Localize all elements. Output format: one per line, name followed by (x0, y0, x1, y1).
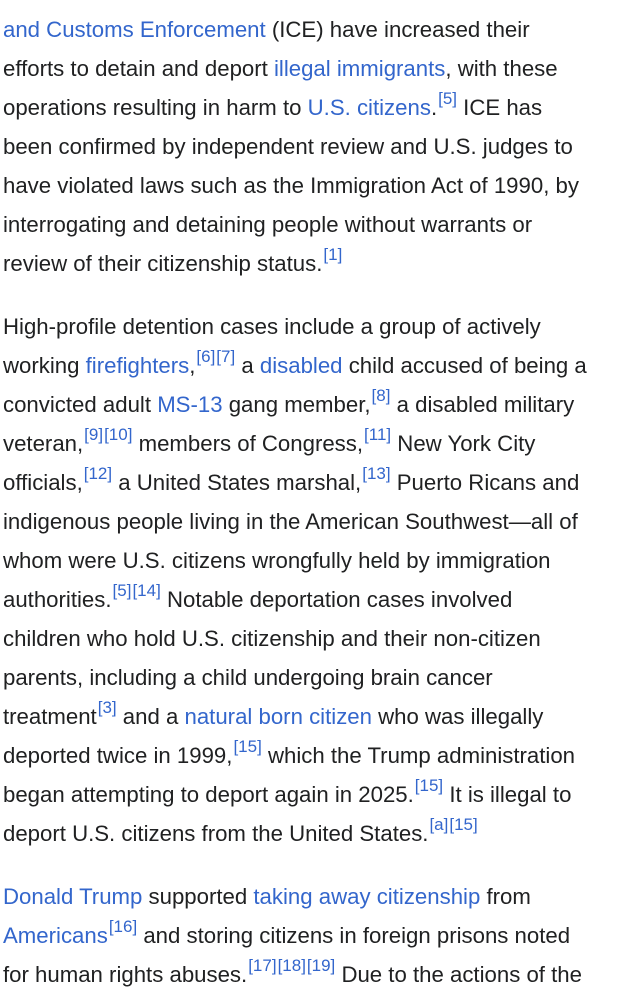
citation-ref-1[interactable]: [1] (323, 245, 343, 265)
citation-ref-8[interactable]: [8] (371, 386, 391, 406)
text-line (3, 244, 342, 283)
text-line (3, 49, 558, 88)
text-segment: treatment (3, 704, 97, 729)
text-segment: operations resulting in harm to (3, 95, 308, 120)
citation-ref-11[interactable]: [11] (364, 425, 392, 445)
text-segment: authorities. (3, 587, 112, 612)
citation-ref-9[interactable]: [9] (84, 425, 104, 445)
text-segment: ICE has (457, 95, 543, 120)
link-illegal-immigrants[interactable]: illegal immigrants (273, 56, 446, 81)
text-line (3, 127, 573, 166)
citation-ref-6[interactable]: [6] (196, 347, 216, 367)
text-segment: (ICE) have increased their (265, 17, 530, 42)
text-line (3, 955, 582, 994)
text-line (3, 775, 571, 814)
text-line (3, 877, 531, 916)
text-segment: efforts to detain and deport (3, 56, 274, 81)
text-line (3, 463, 579, 502)
text-segment: interrogating and detaining people without warrants or (3, 212, 533, 237)
text-segment: , (189, 353, 196, 378)
text-line (3, 736, 575, 775)
citation-ref-16[interactable]: [16] (108, 917, 138, 937)
text-segment: deport U.S. citizens from the United States. (3, 821, 429, 846)
text-line (3, 580, 512, 619)
citation-ref-18[interactable]: [18] (277, 956, 306, 976)
citation-ref-10[interactable]: [10] (104, 425, 133, 445)
text-line (3, 619, 541, 658)
text-segment: a disabled military (390, 392, 575, 417)
text-segment: review of their citizenship status. (3, 251, 323, 276)
text-segment: New York City (391, 431, 536, 456)
text-segment: officials, (3, 470, 83, 495)
text-line (3, 697, 543, 736)
text-segment: began attempting to deport again in 2025. (3, 782, 414, 807)
link-americans[interactable]: Americans (3, 923, 108, 948)
text-segment: who was illegally (371, 704, 544, 729)
text-line (3, 88, 542, 127)
citation-ref-14[interactable]: [14] (132, 581, 161, 601)
text-line (3, 166, 579, 205)
text-segment: from (480, 884, 531, 909)
text-line (3, 502, 578, 541)
citation-ref-15[interactable]: [15] (233, 737, 262, 757)
text-segment: and a (116, 704, 185, 729)
link-and-customs-enforcement[interactable]: and Customs Enforcement (3, 17, 266, 42)
text-line (3, 10, 530, 49)
citation-ref-19[interactable]: [19] (306, 956, 336, 976)
text-line (3, 307, 541, 346)
link-u-s-citizens[interactable]: U.S. citizens (307, 95, 431, 120)
link-ms-13[interactable]: MS-13 (157, 392, 223, 417)
text-line (3, 916, 570, 955)
text-segment: children who hold U.S. citizenship and their non-citizen (3, 626, 541, 651)
text-segment: High-profile detention cases include a group of actively (3, 314, 541, 339)
text-segment: gang member, (222, 392, 371, 417)
text-segment: whom were U.S. citizens wrongfully held by immigration (3, 548, 551, 573)
link-disabled[interactable]: disabled (259, 353, 343, 378)
citation-ref-13[interactable]: [13] (362, 464, 391, 484)
text-segment: convicted adult (3, 392, 158, 417)
link-natural-born-citizen[interactable]: natural born citizen (184, 704, 372, 729)
text-segment: It is illegal to (443, 782, 572, 807)
text-line (3, 385, 574, 424)
text-segment: . (430, 95, 438, 120)
link-donald-trump[interactable]: Donald Trump (3, 884, 143, 909)
citation-ref-5[interactable]: [5] (438, 89, 458, 109)
text-segment: Puerto Ricans and (390, 470, 580, 495)
text-segment: been confirmed by independent review and U.S. judges to (3, 134, 573, 159)
text-segment: child accused of being a (342, 353, 587, 378)
text-segment: Notable deportation cases involved (160, 587, 513, 612)
text-segment: have violated laws such as the Immigration Act of 1990, by (3, 173, 579, 198)
text-segment: Due to the actions of the (335, 962, 582, 987)
text-segment: veteran, (3, 431, 84, 456)
text-line (3, 541, 551, 580)
text-segment: for human rights abuses. (3, 962, 248, 987)
text-segment: a United States marshal, (112, 470, 362, 495)
text-segment: and storing citizens in foreign prisons noted (137, 923, 571, 948)
link-firefighters[interactable]: firefighters (85, 353, 190, 378)
citation-ref-5[interactable]: [5] (112, 581, 132, 601)
text-segment: members of Congress, (132, 431, 364, 456)
text-line (3, 346, 587, 385)
text-line (3, 205, 532, 244)
text-segment: indigenous people living in the American Southwest—all of (3, 509, 578, 534)
text-segment: working (3, 353, 86, 378)
text-line (3, 658, 493, 697)
text-segment: deported twice in 1999, (3, 743, 233, 768)
citation-ref-17[interactable]: [17] (248, 956, 277, 976)
text-segment: , with these (445, 56, 558, 81)
citation-ref-3[interactable]: [3] (97, 698, 117, 718)
citation-ref-7[interactable]: [7] (216, 347, 236, 367)
citation-ref-15[interactable]: [15] (414, 776, 444, 796)
text-segment: which the Trump administration (261, 743, 576, 768)
text-line (3, 814, 478, 853)
citation-ref-15[interactable]: [15] (449, 815, 478, 835)
text-segment: supported (142, 884, 254, 909)
citation-ref-a[interactable]: [a] (429, 815, 449, 835)
text-segment: parents, including a child undergoing brain cancer (3, 665, 493, 690)
text-line (3, 424, 535, 463)
link-taking-away-citizenship[interactable]: taking away citizenship (253, 884, 481, 909)
text-segment: a (235, 353, 260, 378)
citation-ref-12[interactable]: [12] (83, 464, 113, 484)
